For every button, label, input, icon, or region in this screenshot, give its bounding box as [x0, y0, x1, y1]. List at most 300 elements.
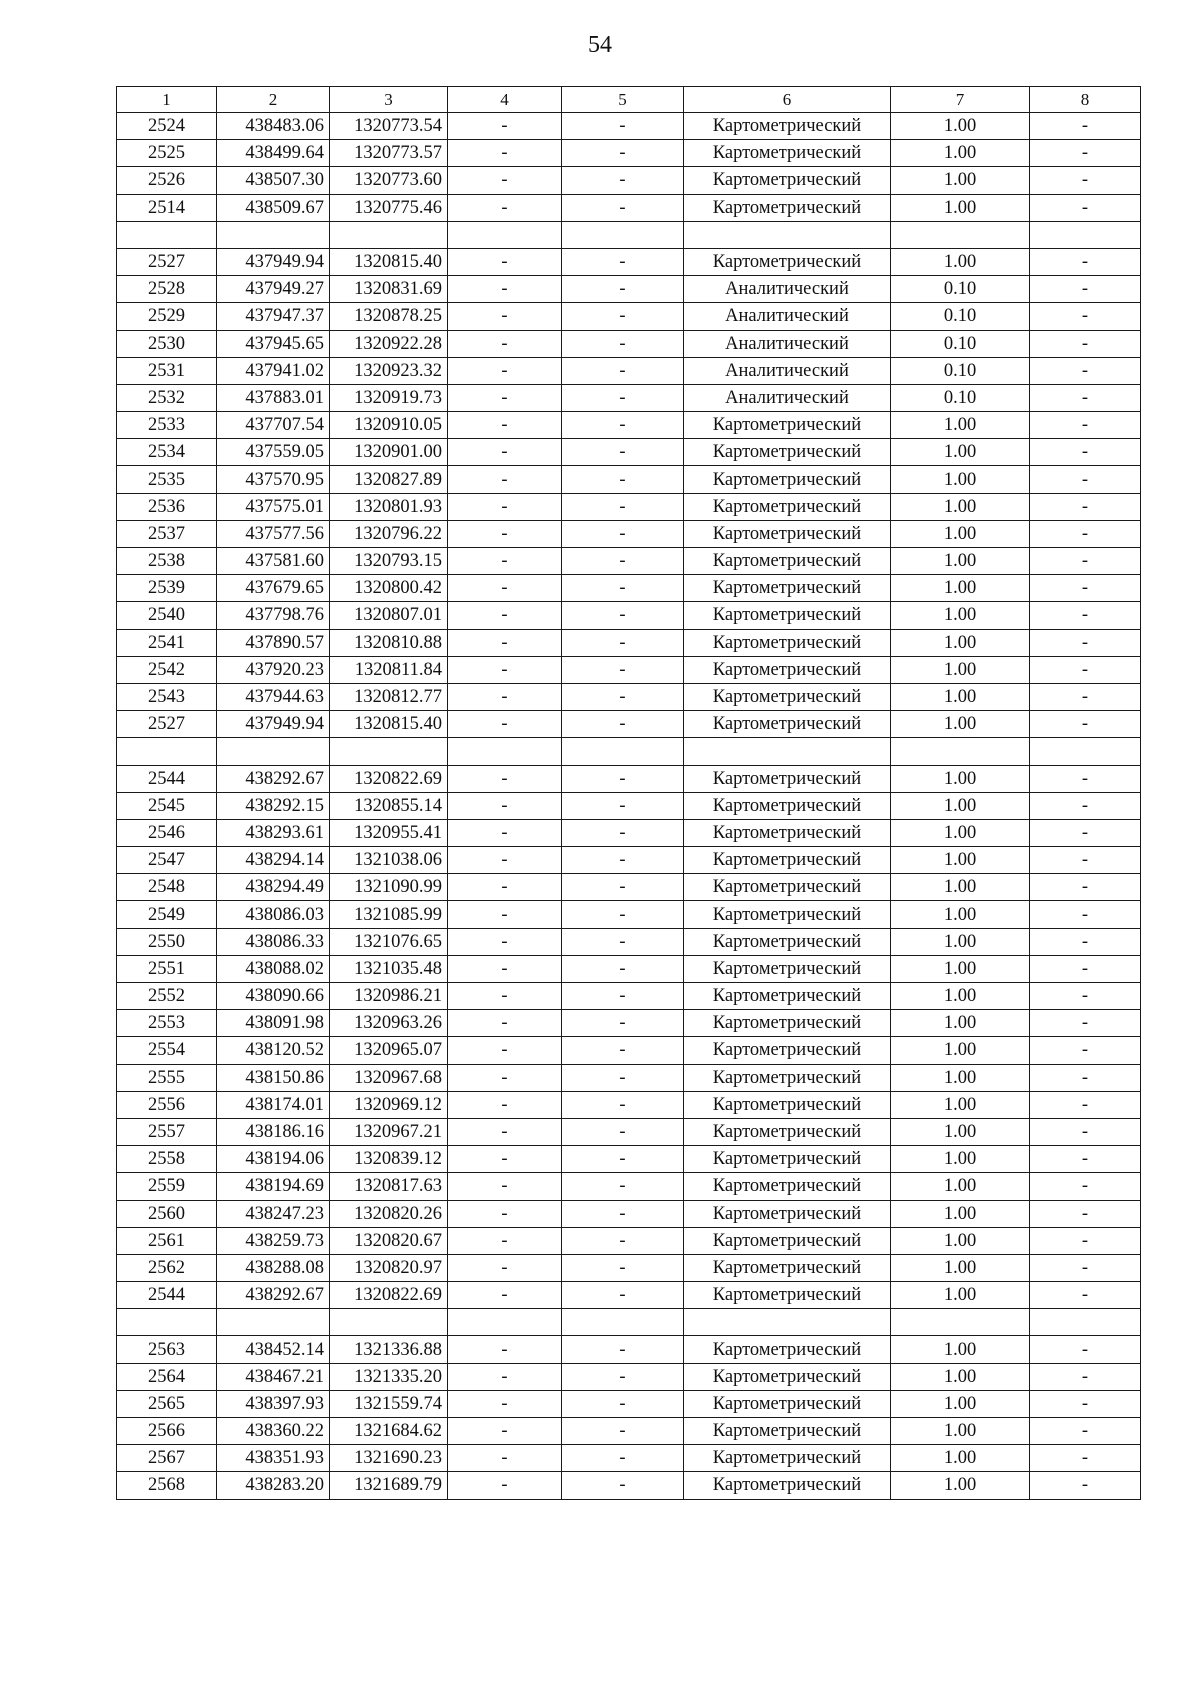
- table-row: [117, 629, 1141, 656]
- method-cell: Картометрический: [684, 113, 891, 140]
- column-4-cell: -: [448, 1336, 562, 1363]
- column-8-cell: -: [1030, 874, 1141, 901]
- y-coordinate-cell: 1320807.01: [330, 602, 448, 629]
- y-coordinate-cell: 1321076.65: [330, 928, 448, 955]
- column-8-cell: [1030, 1309, 1141, 1336]
- column-8-cell: -: [1030, 1200, 1141, 1227]
- method-cell: Аналитический: [684, 330, 891, 357]
- column-4-cell: -: [448, 711, 562, 738]
- table-row: [117, 1254, 1141, 1281]
- column-5-cell: -: [562, 1010, 684, 1037]
- table-header-row: [117, 87, 1141, 113]
- accuracy-cell: 1.00: [891, 466, 1030, 493]
- method-cell: [684, 1309, 891, 1336]
- table-row: [117, 194, 1141, 221]
- column-5-cell: -: [562, 1418, 684, 1445]
- table-row: [117, 248, 1141, 275]
- column-4-cell: -: [448, 1227, 562, 1254]
- method-cell: Аналитический: [684, 357, 891, 384]
- point-number-cell: 2538: [117, 548, 217, 575]
- table-row: [117, 656, 1141, 683]
- column-header: 1: [117, 87, 217, 113]
- method-cell: Картометрический: [684, 955, 891, 982]
- column-4-cell: -: [448, 493, 562, 520]
- column-8-cell: -: [1030, 792, 1141, 819]
- column-8-cell: -: [1030, 466, 1141, 493]
- accuracy-cell: 1.00: [891, 1037, 1030, 1064]
- table-row: [117, 901, 1141, 928]
- point-number-cell: 2566: [117, 1418, 217, 1445]
- point-number-cell: 2560: [117, 1200, 217, 1227]
- point-number-cell: 2553: [117, 1010, 217, 1037]
- point-number-cell: 2564: [117, 1363, 217, 1390]
- column-8-cell: -: [1030, 412, 1141, 439]
- accuracy-cell: 0.10: [891, 357, 1030, 384]
- column-5-cell: -: [562, 1227, 684, 1254]
- column-4-cell: -: [448, 1363, 562, 1390]
- accuracy-cell: 1.00: [891, 1010, 1030, 1037]
- x-coordinate-cell: 437883.01: [217, 384, 330, 411]
- column-8-cell: -: [1030, 1118, 1141, 1145]
- column-4-cell: -: [448, 1064, 562, 1091]
- column-8-cell: -: [1030, 711, 1141, 738]
- point-number-cell: [117, 738, 217, 765]
- method-cell: Картометрический: [684, 1037, 891, 1064]
- method-cell: Картометрический: [684, 1336, 891, 1363]
- column-8-cell: -: [1030, 1254, 1141, 1281]
- column-5-cell: -: [562, 874, 684, 901]
- point-number-cell: 2536: [117, 493, 217, 520]
- column-8-cell: -: [1030, 330, 1141, 357]
- column-5-cell: -: [562, 1118, 684, 1145]
- table-row: [117, 1146, 1141, 1173]
- column-5-cell: -: [562, 1472, 684, 1499]
- table-row: [117, 955, 1141, 982]
- x-coordinate-cell: 438483.06: [217, 113, 330, 140]
- accuracy-cell: 1.00: [891, 629, 1030, 656]
- column-header: 8: [1030, 87, 1141, 113]
- column-4-cell: [448, 1309, 562, 1336]
- point-number-cell: 2555: [117, 1064, 217, 1091]
- table-row: [117, 1390, 1141, 1417]
- table-row: [117, 412, 1141, 439]
- method-cell: Картометрический: [684, 548, 891, 575]
- point-number-cell: 2528: [117, 276, 217, 303]
- table-row: [117, 1010, 1141, 1037]
- method-cell: Картометрический: [684, 847, 891, 874]
- column-4-cell: -: [448, 1282, 562, 1309]
- accuracy-cell: 1.00: [891, 548, 1030, 575]
- y-coordinate-cell: 1320822.69: [330, 1282, 448, 1309]
- column-4-cell: -: [448, 466, 562, 493]
- y-coordinate-cell: 1320878.25: [330, 303, 448, 330]
- column-8-cell: -: [1030, 1010, 1141, 1037]
- point-number-cell: 2567: [117, 1445, 217, 1472]
- point-number-cell: 2531: [117, 357, 217, 384]
- x-coordinate-cell: 438292.67: [217, 1282, 330, 1309]
- column-header: 6: [684, 87, 891, 113]
- method-cell: Картометрический: [684, 1472, 891, 1499]
- x-coordinate-cell: 437707.54: [217, 412, 330, 439]
- y-coordinate-cell: 1321559.74: [330, 1390, 448, 1417]
- column-8-cell: -: [1030, 439, 1141, 466]
- method-cell: Картометрический: [684, 683, 891, 710]
- column-5-cell: -: [562, 1173, 684, 1200]
- point-number-cell: 2557: [117, 1118, 217, 1145]
- column-4-cell: -: [448, 520, 562, 547]
- column-5-cell: -: [562, 1336, 684, 1363]
- point-number-cell: 2532: [117, 384, 217, 411]
- table-row: [117, 303, 1141, 330]
- column-8-cell: -: [1030, 602, 1141, 629]
- accuracy-cell: 1.00: [891, 1282, 1030, 1309]
- method-cell: Картометрический: [684, 1282, 891, 1309]
- column-5-cell: -: [562, 194, 684, 221]
- x-coordinate-cell: 438247.23: [217, 1200, 330, 1227]
- y-coordinate-cell: 1320820.97: [330, 1254, 448, 1281]
- table-row: [117, 1227, 1141, 1254]
- column-8-cell: -: [1030, 276, 1141, 303]
- column-5-cell: -: [562, 439, 684, 466]
- column-4-cell: -: [448, 656, 562, 683]
- column-5-cell: [562, 738, 684, 765]
- x-coordinate-cell: 437949.94: [217, 248, 330, 275]
- column-8-cell: -: [1030, 493, 1141, 520]
- method-cell: Картометрический: [684, 1118, 891, 1145]
- table-row: [117, 928, 1141, 955]
- x-coordinate-cell: 437920.23: [217, 656, 330, 683]
- method-cell: Картометрический: [684, 711, 891, 738]
- accuracy-cell: 1.00: [891, 113, 1030, 140]
- column-5-cell: -: [562, 1064, 684, 1091]
- x-coordinate-cell: 438174.01: [217, 1091, 330, 1118]
- point-number-cell: 2524: [117, 113, 217, 140]
- y-coordinate-cell: 1320773.60: [330, 167, 448, 194]
- column-5-cell: -: [562, 1091, 684, 1118]
- method-cell: [684, 738, 891, 765]
- x-coordinate-cell: 437949.94: [217, 711, 330, 738]
- x-coordinate-cell: 438507.30: [217, 167, 330, 194]
- column-5-cell: -: [562, 955, 684, 982]
- table-row: [117, 439, 1141, 466]
- method-cell: Картометрический: [684, 1146, 891, 1173]
- method-cell: Картометрический: [684, 928, 891, 955]
- x-coordinate-cell: 438186.16: [217, 1118, 330, 1145]
- table-row: [117, 765, 1141, 792]
- column-8-cell: -: [1030, 847, 1141, 874]
- column-4-cell: -: [448, 303, 562, 330]
- method-cell: Картометрический: [684, 1200, 891, 1227]
- column-8-cell: -: [1030, 983, 1141, 1010]
- y-coordinate-cell: 1320811.84: [330, 656, 448, 683]
- column-5-cell: -: [562, 412, 684, 439]
- x-coordinate-cell: 438509.67: [217, 194, 330, 221]
- table-row: [117, 847, 1141, 874]
- column-5-cell: -: [562, 983, 684, 1010]
- y-coordinate-cell: 1320815.40: [330, 711, 448, 738]
- column-4-cell: -: [448, 167, 562, 194]
- column-5-cell: -: [562, 575, 684, 602]
- accuracy-cell: 1.00: [891, 140, 1030, 167]
- column-5-cell: -: [562, 765, 684, 792]
- y-coordinate-cell: 1320773.54: [330, 113, 448, 140]
- accuracy-cell: 1.00: [891, 575, 1030, 602]
- column-5-cell: -: [562, 113, 684, 140]
- x-coordinate-cell: [217, 1309, 330, 1336]
- y-coordinate-cell: 1320919.73: [330, 384, 448, 411]
- x-coordinate-cell: 437949.27: [217, 276, 330, 303]
- column-5-cell: -: [562, 1282, 684, 1309]
- x-coordinate-cell: 438090.66: [217, 983, 330, 1010]
- column-header: 4: [448, 87, 562, 113]
- column-8-cell: -: [1030, 140, 1141, 167]
- method-cell: Картометрический: [684, 1390, 891, 1417]
- x-coordinate-cell: 438194.06: [217, 1146, 330, 1173]
- method-cell: Картометрический: [684, 1418, 891, 1445]
- point-number-cell: 2554: [117, 1037, 217, 1064]
- x-coordinate-cell: 437570.95: [217, 466, 330, 493]
- accuracy-cell: 1.00: [891, 928, 1030, 955]
- table-row: [117, 548, 1141, 575]
- point-number-cell: 2530: [117, 330, 217, 357]
- column-5-cell: -: [562, 792, 684, 819]
- y-coordinate-cell: 1320796.22: [330, 520, 448, 547]
- column-4-cell: -: [448, 113, 562, 140]
- y-coordinate-cell: 1321035.48: [330, 955, 448, 982]
- accuracy-cell: [891, 221, 1030, 248]
- point-number-cell: 2514: [117, 194, 217, 221]
- method-cell: Картометрический: [684, 874, 891, 901]
- table-row: [117, 520, 1141, 547]
- method-cell: Картометрический: [684, 1091, 891, 1118]
- point-number-cell: 2546: [117, 819, 217, 846]
- column-5-cell: -: [562, 629, 684, 656]
- point-number-cell: 2550: [117, 928, 217, 955]
- method-cell: Аналитический: [684, 303, 891, 330]
- column-4-cell: -: [448, 792, 562, 819]
- method-cell: Картометрический: [684, 792, 891, 819]
- y-coordinate-cell: 1320910.05: [330, 412, 448, 439]
- point-number-cell: 2562: [117, 1254, 217, 1281]
- column-header: 5: [562, 87, 684, 113]
- column-8-cell: -: [1030, 1363, 1141, 1390]
- coordinates-table: [116, 86, 1141, 1500]
- column-4-cell: -: [448, 548, 562, 575]
- column-5-cell: -: [562, 711, 684, 738]
- point-number-cell: 2547: [117, 847, 217, 874]
- table-row: [117, 1200, 1141, 1227]
- y-coordinate-cell: 1320800.42: [330, 575, 448, 602]
- x-coordinate-cell: 438086.33: [217, 928, 330, 955]
- y-coordinate-cell: 1320969.12: [330, 1091, 448, 1118]
- column-8-cell: -: [1030, 656, 1141, 683]
- column-5-cell: -: [562, 303, 684, 330]
- column-5-cell: -: [562, 548, 684, 575]
- method-cell: Картометрический: [684, 1064, 891, 1091]
- column-8-cell: -: [1030, 1146, 1141, 1173]
- method-cell: Картометрический: [684, 602, 891, 629]
- y-coordinate-cell: 1321684.62: [330, 1418, 448, 1445]
- accuracy-cell: 1.00: [891, 439, 1030, 466]
- accuracy-cell: 1.00: [891, 1363, 1030, 1390]
- table-row: [117, 1363, 1141, 1390]
- x-coordinate-cell: 437890.57: [217, 629, 330, 656]
- column-4-cell: -: [448, 1390, 562, 1417]
- y-coordinate-cell: 1321085.99: [330, 901, 448, 928]
- column-4-cell: -: [448, 765, 562, 792]
- column-8-cell: [1030, 221, 1141, 248]
- y-coordinate-cell: 1320812.77: [330, 683, 448, 710]
- accuracy-cell: 0.10: [891, 276, 1030, 303]
- column-8-cell: -: [1030, 194, 1141, 221]
- x-coordinate-cell: 438292.15: [217, 792, 330, 819]
- x-coordinate-cell: 438120.52: [217, 1037, 330, 1064]
- method-cell: Картометрический: [684, 1445, 891, 1472]
- x-coordinate-cell: [217, 221, 330, 248]
- accuracy-cell: 1.00: [891, 520, 1030, 547]
- column-4-cell: -: [448, 276, 562, 303]
- method-cell: Картометрический: [684, 629, 891, 656]
- column-5-cell: -: [562, 928, 684, 955]
- point-number-cell: 2527: [117, 248, 217, 275]
- point-number-cell: 2539: [117, 575, 217, 602]
- column-4-cell: -: [448, 357, 562, 384]
- column-8-cell: -: [1030, 1282, 1141, 1309]
- accuracy-cell: [891, 738, 1030, 765]
- column-5-cell: -: [562, 1254, 684, 1281]
- table-row: [117, 1064, 1141, 1091]
- method-cell: [684, 221, 891, 248]
- point-number-cell: 2544: [117, 1282, 217, 1309]
- y-coordinate-cell: 1320923.32: [330, 357, 448, 384]
- y-coordinate-cell: 1320967.21: [330, 1118, 448, 1145]
- column-4-cell: -: [448, 1118, 562, 1145]
- column-4-cell: -: [448, 819, 562, 846]
- accuracy-cell: 1.00: [891, 248, 1030, 275]
- accuracy-cell: 1.00: [891, 1336, 1030, 1363]
- column-5-cell: -: [562, 656, 684, 683]
- x-coordinate-cell: 437947.37: [217, 303, 330, 330]
- column-5-cell: [562, 221, 684, 248]
- column-4-cell: -: [448, 1010, 562, 1037]
- x-coordinate-cell: 437679.65: [217, 575, 330, 602]
- point-number-cell: 2534: [117, 439, 217, 466]
- column-8-cell: [1030, 738, 1141, 765]
- x-coordinate-cell: 438293.61: [217, 819, 330, 846]
- accuracy-cell: 1.00: [891, 1227, 1030, 1254]
- table-row: [117, 493, 1141, 520]
- column-8-cell: -: [1030, 548, 1141, 575]
- method-cell: Картометрический: [684, 575, 891, 602]
- table-row: [117, 1173, 1141, 1200]
- accuracy-cell: 1.00: [891, 901, 1030, 928]
- column-5-cell: -: [562, 167, 684, 194]
- x-coordinate-cell: 438292.67: [217, 765, 330, 792]
- accuracy-cell: 1.00: [891, 847, 1030, 874]
- column-4-cell: -: [448, 602, 562, 629]
- column-4-cell: -: [448, 983, 562, 1010]
- column-header: 2: [217, 87, 330, 113]
- table-row: [117, 683, 1141, 710]
- y-coordinate-cell: 1320965.07: [330, 1037, 448, 1064]
- accuracy-cell: 1.00: [891, 167, 1030, 194]
- accuracy-cell: 1.00: [891, 602, 1030, 629]
- table-row: [117, 874, 1141, 901]
- point-number-cell: 2526: [117, 167, 217, 194]
- table-row: [117, 1091, 1141, 1118]
- point-number-cell: 2545: [117, 792, 217, 819]
- accuracy-cell: 1.00: [891, 683, 1030, 710]
- column-5-cell: -: [562, 847, 684, 874]
- y-coordinate-cell: 1320820.67: [330, 1227, 448, 1254]
- x-coordinate-cell: 437559.05: [217, 439, 330, 466]
- table-row: [117, 1118, 1141, 1145]
- accuracy-cell: 0.10: [891, 384, 1030, 411]
- point-number-cell: 2565: [117, 1390, 217, 1417]
- accuracy-cell: 1.00: [891, 711, 1030, 738]
- method-cell: Картометрический: [684, 248, 891, 275]
- method-cell: Картометрический: [684, 983, 891, 1010]
- column-8-cell: -: [1030, 928, 1141, 955]
- x-coordinate-cell: 438294.49: [217, 874, 330, 901]
- x-coordinate-cell: 438091.98: [217, 1010, 330, 1037]
- column-8-cell: -: [1030, 819, 1141, 846]
- y-coordinate-cell: 1320967.68: [330, 1064, 448, 1091]
- point-number-cell: 2533: [117, 412, 217, 439]
- point-number-cell: 2527: [117, 711, 217, 738]
- point-number-cell: 2529: [117, 303, 217, 330]
- y-coordinate-cell: 1320986.21: [330, 983, 448, 1010]
- method-cell: Картометрический: [684, 167, 891, 194]
- column-4-cell: [448, 738, 562, 765]
- table-row: [117, 330, 1141, 357]
- column-4-cell: -: [448, 928, 562, 955]
- column-5-cell: -: [562, 493, 684, 520]
- point-number-cell: 2548: [117, 874, 217, 901]
- x-coordinate-cell: 438086.03: [217, 901, 330, 928]
- column-4-cell: -: [448, 874, 562, 901]
- column-5-cell: -: [562, 1363, 684, 1390]
- column-4-cell: -: [448, 412, 562, 439]
- column-4-cell: -: [448, 1445, 562, 1472]
- column-5-cell: -: [562, 1037, 684, 1064]
- y-coordinate-cell: 1320822.69: [330, 765, 448, 792]
- y-coordinate-cell: 1320855.14: [330, 792, 448, 819]
- column-4-cell: -: [448, 901, 562, 928]
- y-coordinate-cell: 1320901.00: [330, 439, 448, 466]
- column-8-cell: -: [1030, 955, 1141, 982]
- column-5-cell: -: [562, 1146, 684, 1173]
- column-5-cell: -: [562, 357, 684, 384]
- y-coordinate-cell: 1320839.12: [330, 1146, 448, 1173]
- y-coordinate-cell: [330, 1309, 448, 1336]
- accuracy-cell: [891, 1309, 1030, 1336]
- accuracy-cell: 1.00: [891, 1445, 1030, 1472]
- column-8-cell: -: [1030, 113, 1141, 140]
- column-4-cell: -: [448, 575, 562, 602]
- column-5-cell: -: [562, 901, 684, 928]
- point-number-cell: 2541: [117, 629, 217, 656]
- accuracy-cell: 1.00: [891, 194, 1030, 221]
- column-4-cell: -: [448, 248, 562, 275]
- y-coordinate-cell: [330, 221, 448, 248]
- method-cell: Картометрический: [684, 412, 891, 439]
- point-number-cell: 2543: [117, 683, 217, 710]
- column-4-cell: [448, 221, 562, 248]
- table-row: [117, 167, 1141, 194]
- point-number-cell: 2549: [117, 901, 217, 928]
- accuracy-cell: 1.00: [891, 1173, 1030, 1200]
